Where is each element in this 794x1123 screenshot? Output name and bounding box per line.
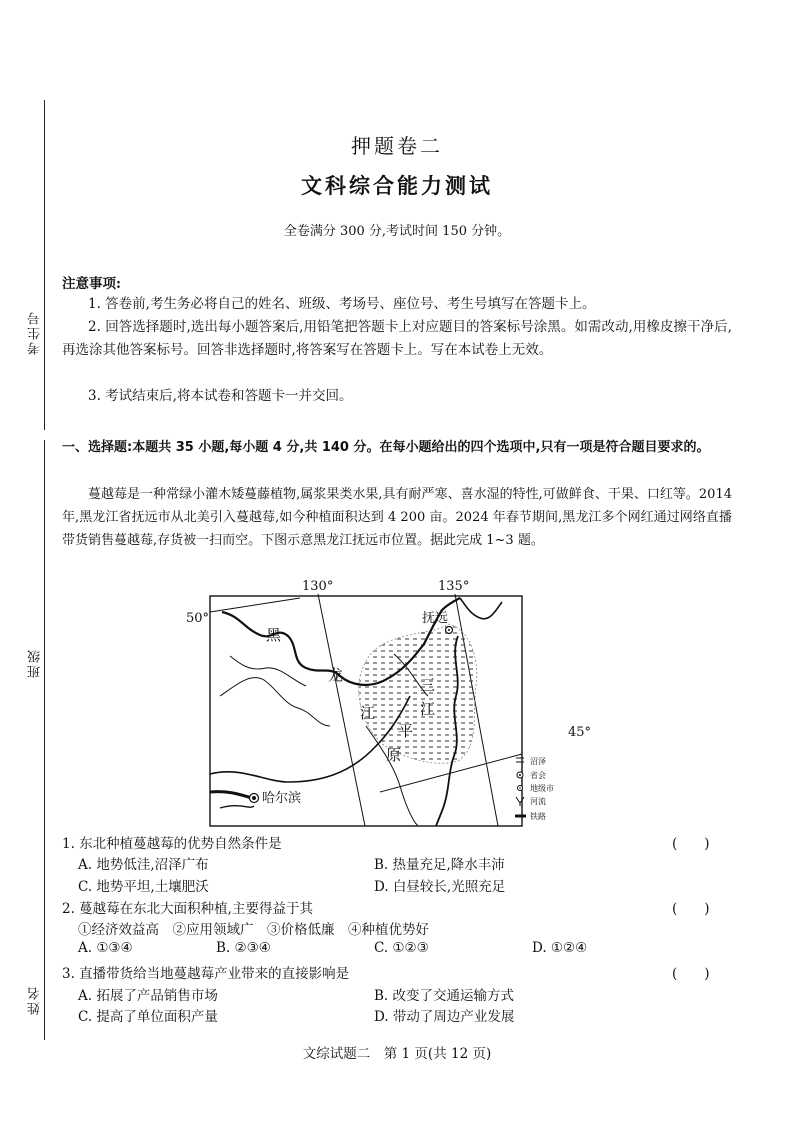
paper-subtitle: 文科综合能力测试 (301, 174, 493, 198)
lon-130-label: 130° (302, 579, 334, 594)
q3-option-c: C. 提高了单位面积产量 (78, 1009, 218, 1025)
harbin-label: 哈尔滨 (262, 791, 302, 806)
notice-heading: 注意事项: (62, 276, 121, 292)
question-1-answer-blank: ( ) (672, 836, 710, 852)
q1-option-d: D. 白昼较长,光照充足 (374, 879, 506, 895)
legend-river: 河流 (530, 797, 546, 806)
lat-50-label: 50° (186, 611, 210, 626)
parallel-50 (210, 598, 300, 612)
name-label: 姓名 (28, 985, 43, 1015)
q2-option-a: A. ①③④ (78, 940, 133, 956)
passage: 蔓越莓是一种常绿小灌木矮蔓藤植物,属浆果类水果,具有耐严寒、喜水湿的特性,可做鲜食、干果、口红等。2014 年,黑龙江省抚远市从北美引入蔓越莓,如今种植面积达到 4 200 亩。2024 年春节期间,黑龙江多个网红通过网络直播带货销售蔓越莓,存货被一扫而空。下图示意黑龙江抚远市位置。据此完成 1~3 题。 (62, 487, 732, 548)
railway-line (210, 792, 252, 798)
label-jiang2: 江 (420, 700, 436, 718)
question-1-stem: 1. 东北种植蔓越莓的优势自然条件是 (62, 836, 282, 852)
label-jiang1: 江 (360, 704, 376, 722)
legend-capital: 省会 (530, 771, 546, 780)
tributary-1 (220, 678, 330, 726)
legend-marsh: 沼泽 (530, 757, 546, 766)
label-san: 三 (420, 676, 436, 694)
fuyuan-label: 抚远 (422, 611, 449, 626)
label-long: 龙 (328, 666, 344, 684)
question-2-stem: 2. 蔓越莓在东北大面积种植,主要得益于其 (62, 901, 313, 917)
legend-railway: 铁路 (530, 812, 546, 821)
question-3-answer-blank: ( ) (672, 966, 710, 982)
class-label: 班级 (28, 648, 43, 678)
map-legend (514, 750, 554, 821)
notice-item-3: 3. 考试结束后,将本试卷和答题卡一并交回。 (88, 388, 353, 404)
lat-45-label: 45° (568, 725, 592, 740)
q2-option-d: D. ①②④ (532, 940, 588, 956)
wusuli-upper (460, 598, 502, 619)
notice-item-2: 2. 回答选择题时,选出每小题答案后,用铅笔把答题卡上对应题目的答案标号涂黑。如需改动,用橡皮擦干净后,再选涂其他答案标号。回答非选择题时,将答案写在答题卡上。写在本试卷上无效。 (62, 319, 732, 358)
location-map (180, 576, 592, 830)
label-yuan: 原 (386, 746, 402, 764)
paper-info: 全卷满分 300 分,考试时间 150 分钟。 (283, 224, 511, 239)
q2-option-c: C. ①②③ (374, 940, 429, 956)
legend-city: 地级市 (530, 784, 554, 793)
q1-option-b: B. 热量充足,降水丰沛 (374, 857, 505, 873)
label-ping: 平 (398, 722, 414, 740)
label-hei: 黑 (266, 626, 282, 644)
q2-option-b: B. ②③④ (216, 940, 271, 956)
binding-line-bottom (44, 440, 45, 1040)
marsh-area (359, 624, 477, 763)
page-footer: 文综试题二 第 1 页(共 12 页) (302, 1046, 492, 1062)
paper-title: 押题卷二 (351, 134, 443, 158)
q3-option-b: B. 改变了交通运输方式 (374, 988, 515, 1004)
q3-option-d: D. 带动了周边产业发展 (374, 1009, 515, 1025)
q1-option-c: C. 地势平坦,土壤肥沃 (78, 879, 209, 895)
river-harbin (220, 806, 254, 808)
question-2-answer-blank: ( ) (672, 901, 710, 917)
q1-option-a: A. 地势低洼,沼泽广布 (78, 857, 209, 873)
section-heading: 一、选择题:本题共 35 小题,每小题 4 分,共 140 分。在每小题给出的四个选项中,只有一项是符合题目要求的。 (62, 440, 710, 455)
q2-statements: ①经济效益高 ②应用领域广 ③价格低廉 ④种植优势好 (78, 922, 429, 938)
exam-number-label: 考生号 (28, 310, 43, 355)
q3-option-a: A. 拓展了产品销售市场 (78, 988, 218, 1004)
meridian-130 (318, 594, 365, 826)
question-3-stem: 3. 直播带货给当地蔓越莓产业带来的直接影响是 (62, 966, 350, 982)
notice-item-1: 1. 答卷前,考生务必将自己的姓名、班级、考场号、座位号、考生号填写在答题卡上。 (88, 296, 596, 312)
lon-135-label: 135° (438, 579, 470, 594)
